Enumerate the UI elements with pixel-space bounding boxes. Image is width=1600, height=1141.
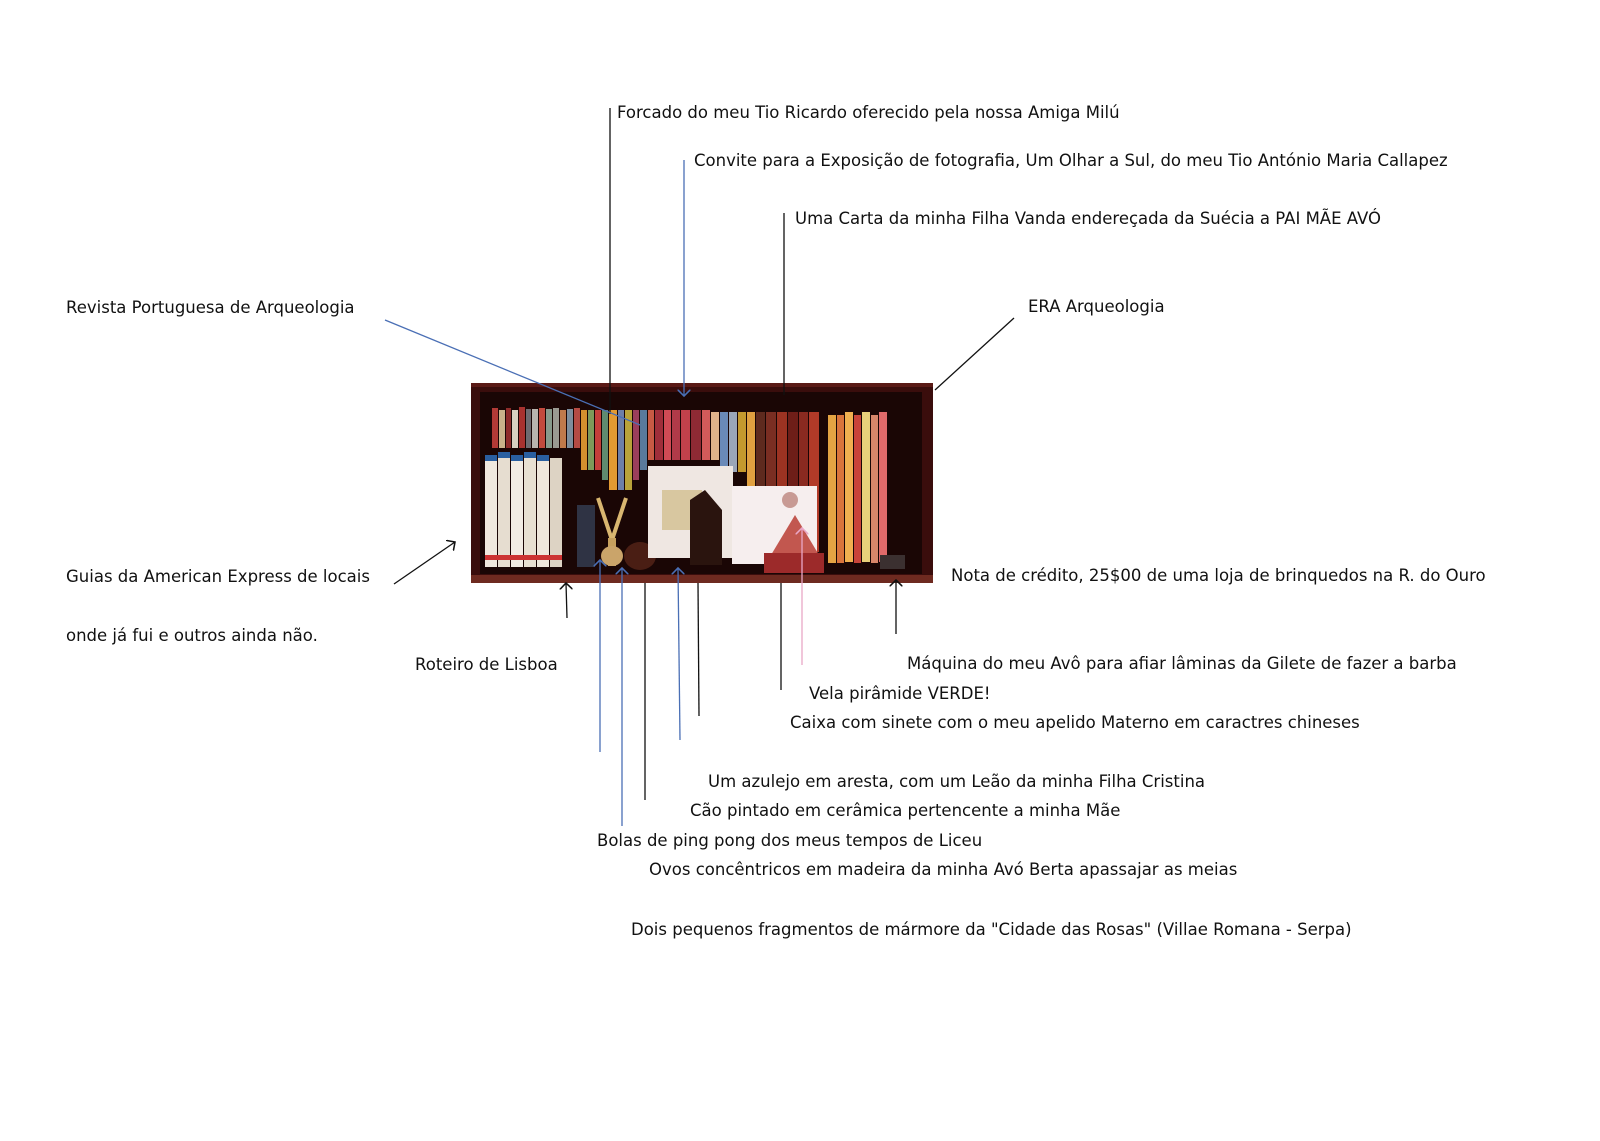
label-ovos: Ovos concêntricos em madeira da minha Avó Berta apassajar as meias: [649, 860, 1238, 879]
label-nota: Nota de crédito, 25$00 de uma loja de brinquedos na R. do Ouro: [951, 566, 1486, 585]
label-caixa: Caixa com sinete com o meu apelido Materno em caractres chineses: [790, 713, 1360, 732]
label-bolas: Bolas de ping pong dos meus tempos de Liceu: [597, 831, 983, 850]
label-revista: Revista Portuguesa de Arqueologia: [66, 298, 355, 317]
label-convite: Convite para a Exposição de fotografia, Um Olhar a Sul, do meu Tio António Maria Callapez: [694, 151, 1448, 170]
arrow-azulejo: [678, 568, 680, 740]
label-maquina: Máquina do meu Avô para afiar lâminas da Gilete de fazer a barba: [907, 654, 1457, 673]
label-era: ERA Arqueologia: [1028, 297, 1165, 316]
label-forcado: Forcado do meu Tio Ricardo oferecido pela nossa Amiga Milú: [617, 103, 1120, 122]
label-vela: Vela pirâmide VERDE!: [809, 684, 991, 703]
label-fragmentos: Dois pequenos fragmentos de mármore da "Cidade das Rosas" (Villae Romana - Serpa): [631, 920, 1352, 939]
line-cao: [698, 583, 699, 716]
label-guias-line2: onde já fui e outros ainda não.: [66, 626, 318, 645]
label-roteiro: Roteiro de Lisboa: [415, 655, 558, 674]
label-cao: Cão pintado em cerâmica pertencente a minha Mãe: [690, 801, 1121, 820]
arrow-roteiro: [566, 583, 567, 618]
label-azulejo: Um azulejo em aresta, com um Leão da minha Filha Cristina: [708, 772, 1206, 791]
label-guias-line1: Guias da American Express de locais: [66, 567, 370, 586]
arrow-guias: [394, 542, 455, 584]
line-era: [935, 318, 1014, 390]
label-carta: Uma Carta da minha Filha Vanda endereçada da Suécia a PAI MÃE AVÓ: [795, 209, 1381, 228]
bookshelf-photo: [471, 383, 933, 583]
